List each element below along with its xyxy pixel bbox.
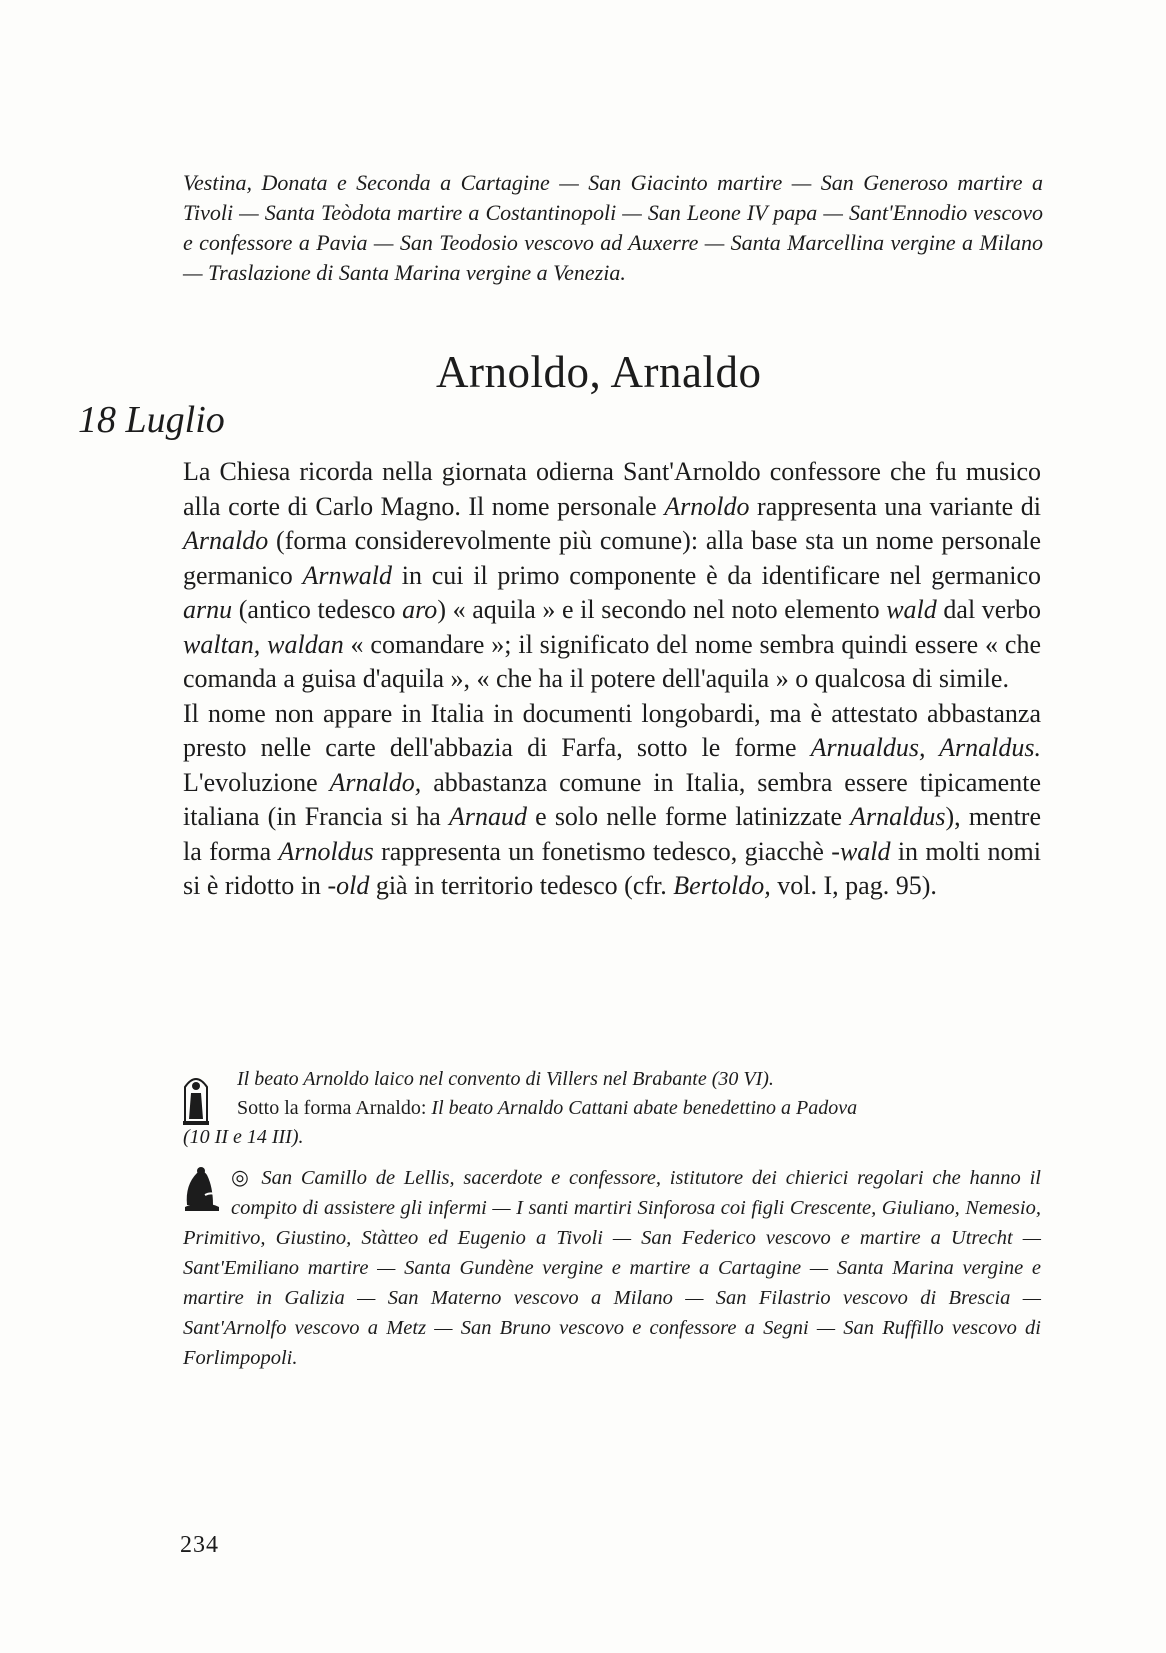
- page-number: 234: [180, 1532, 219, 1558]
- saint-note: [183, 1065, 1041, 1152]
- saint-note-line-1: Il beato Arnoldo laico nel convento di Villers nel Brabante (30 VI).: [237, 1068, 774, 1090]
- entry-date: 18 Luglio: [78, 399, 225, 441]
- saint-note-line-2: Sotto la forma Arnaldo: Il beato Arnaldo Cattani abate benedettino a Padova: [237, 1097, 858, 1119]
- martyrology-block: [183, 1163, 1041, 1373]
- saint-figure-icon: [183, 1069, 209, 1125]
- entry-body: [183, 455, 1041, 904]
- previous-day-saints: Vestina, Donata e Seconda a Cartagine — San Giacinto martire — San Generoso martire a Tivoli — Santa Teòdota martire a Costantinopoli — San Leone IV papa — Sant'Ennodio vescovo e confessore a Pavia — San Teodosio vescovo ad Auxerre — Santa Marcellina vergine a Milano — Traslazione di Santa Marina vergine a Venezia.: [183, 170, 1043, 285]
- entry-title: Arnoldo, Arnaldo: [436, 347, 762, 397]
- martyrology-text: ◎ San Camillo de Lellis, sacerdote e confessore, istitutore dei chierici regolari che hanno il compito di assistere gli infermi — I santi martiri Sinforosa coi figli Crescente, Giuliano, Nemesio, Primitivo, Giustino, Stàtteo ed Eugenio a Tivoli — San Federico vescovo e martire a Utrecht — Sant'Emiliano martire — Santa Gundène vergine e martire a Cartagine — Santa Marina vergine e martire in Galizia — San Materno vescovo a Milano — San Filastrio vescovo di Brescia — Sant'Arnolfo vescovo a Metz — San Bruno vescovo e confessore a Segni — San Ruffillo vescovo di Forlimpopoli.: [183, 1167, 1041, 1369]
- saint-note-line-3: (10 II e 14 III).: [183, 1126, 304, 1148]
- body-paragraph-2: Il nome non appare in Italia in documenti longobardi, ma è attestato abbastanza presto nelle carte dell'abbazia di Farfa, sotto le forme Arnualdus, Arnaldus. L'evoluzione Arnaldo, abbastanza comune in Italia, sembra essere tipicamente italiana (in Francia si ha Arnaud e solo nelle forme latinizzate Arnaldus), mentre la forma Arnoldus rappresenta un fonetismo tedesco, giacchè -wald in molti nomi si è ridotto in -old già in territorio tedesco (cfr. Bertoldo, vol. I, pag. 95).: [183, 698, 1042, 900]
- martyrology-icon: [183, 1165, 221, 1211]
- body-paragraph-1: La Chiesa ricorda nella giornata odierna Sant'Arnoldo confessore che fu musico alla corte di Carlo Magno. Il nome personale Arnoldo rappresenta una variante di Arnaldo (forma considerevolmente più comune): alla base sta un nome personale germanico Arnwald in cui il primo componente è da identificare nel germanico arnu (antico tedesco aro) « aquila » e il secondo nel noto elemento wald dal verbo waltan, waldan « comandare »; il significato del nome sembra quindi essere « che comanda a guisa d'aquila », « che ha il potere dell'aquila » o qualcosa di simile.: [183, 457, 1041, 693]
